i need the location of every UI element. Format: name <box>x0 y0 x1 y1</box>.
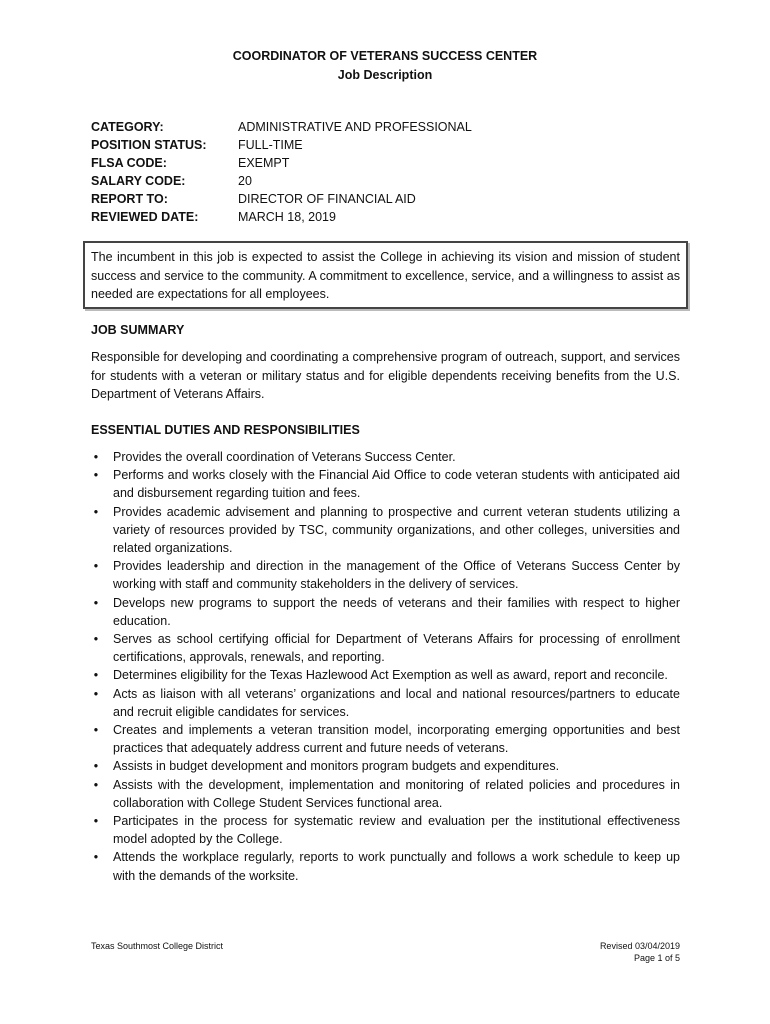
meta-value: 20 <box>238 174 252 188</box>
footer-revised: Revised 03/04/2019 <box>599 941 680 951</box>
list-item <box>91 594 680 630</box>
list-item <box>91 630 680 666</box>
footer-page-number: Page 1 of 5 <box>633 953 680 963</box>
bullet-icon: • <box>93 468 99 483</box>
meta-label: POSITION STATUS: <box>91 138 207 152</box>
duty-text: Provides leadership and direction in the management of the Office of Veterans Success Center by working with staff and community stakeholders in the delivery of services. <box>113 559 680 592</box>
meta-value: DIRECTOR OF FINANCIAL AID <box>238 192 416 206</box>
meta-label: FLSA CODE: <box>91 156 167 170</box>
duty-text: Provides academic advisement and planning to prospective and current veteran students utilizing a variety of resources provided by TSC, community organizations, and other colleges, universities and related organizations. <box>113 504 680 556</box>
meta-row-position-status <box>91 136 591 154</box>
duty-text: Determines eligibility for the Texas Hazlewood Act Exemption as well as award, report and reconcile. <box>113 668 668 683</box>
meta-value: EXEMPT <box>238 156 290 170</box>
meta-label: CATEGORY: <box>91 120 164 134</box>
duty-text: Performs and works closely with the Financial Aid Office to code veteran students with anticipated aid and disbursement regarding tuition and fees. <box>113 468 680 501</box>
bullet-icon: • <box>93 777 99 792</box>
bullet-icon: • <box>93 814 99 829</box>
mission-statement-box: The incumbent in this job is expected to assist the College in achieving its vision and mission of student success and service to the community. A commitment to excellence, service, and a willingness to assist as needed are expectations for all employees. <box>83 241 688 309</box>
bullet-icon: • <box>93 504 99 519</box>
job-summary-text: Responsible for developing and coordinating a comprehensive program of outreach, support, and services for students with a veteran or military status and for eligible dependents receiving benefits from the U.S. Department of Veterans Affairs. <box>91 350 680 401</box>
bullet-icon: • <box>93 595 99 610</box>
meta-label: REVIEWED DATE: <box>91 210 199 224</box>
list-item <box>91 503 680 558</box>
meta-row-reviewed-date <box>91 208 591 226</box>
list-item <box>91 812 680 848</box>
bullet-icon: • <box>93 632 99 647</box>
list-item <box>91 848 680 884</box>
meta-value: ADMINISTRATIVE AND PROFESSIONAL <box>238 120 472 134</box>
duty-text: Provides the overall coordination of Veterans Success Center. <box>113 450 456 464</box>
meta-label: SALARY CODE: <box>91 174 186 188</box>
list-item <box>91 721 680 757</box>
meta-label: REPORT TO: <box>91 192 168 206</box>
duty-text: Acts as liaison with all veterans’ organizations and local and national resources/partners to educate and recruit eligible candidates for services. <box>113 686 680 719</box>
bullet-icon: • <box>93 686 99 701</box>
duty-text: Creates and implements a veteran transition model, incorporating emerging opportunities and best practices that adequately address current and future needs of veterans. <box>113 723 680 756</box>
list-item <box>91 557 680 593</box>
meta-value: MARCH 18, 2019 <box>238 210 336 224</box>
document-subtitle: Job Description <box>337 68 433 82</box>
bullet-icon: • <box>93 723 99 738</box>
meta-row-flsa-code <box>91 154 591 172</box>
list-item <box>91 685 680 721</box>
job-meta-table <box>91 118 591 226</box>
bullet-icon: • <box>93 450 99 464</box>
duty-text: Attends the workplace regularly, reports to work punctually and follows a work schedule to keep up with the demands of the worksite. <box>113 850 680 883</box>
meta-row-category <box>91 118 591 136</box>
footer-info <box>600 940 680 964</box>
meta-row-report-to <box>91 190 591 208</box>
meta-value: FULL-TIME <box>238 138 303 152</box>
duty-text: Assists with the development, implementation and monitoring of related policies and procedures in collaboration with College Student Services functional area. <box>113 777 680 810</box>
list-item <box>91 757 680 775</box>
bullet-icon: • <box>93 668 99 683</box>
list-item <box>91 448 680 466</box>
bullet-icon: • <box>93 850 99 865</box>
duty-text: Participates in the process for systematic review and evaluation per the institutional effectiveness model adopted by the College. <box>113 814 680 847</box>
duty-text: Serves as school certifying official for Department of Veterans Affairs for processing of enrollment certifications, approvals, renewals, and reporting. <box>113 632 680 665</box>
duties-heading: ESSENTIAL DUTIES AND RESPONSIBILITIES <box>91 423 360 437</box>
footer-district: Texas Southmost College District <box>91 941 224 951</box>
bullet-icon: • <box>93 559 99 574</box>
document-title: COORDINATOR OF VETERANS SUCCESS CENTER <box>232 49 538 63</box>
bullet-icon: • <box>93 759 99 774</box>
list-item <box>91 466 680 502</box>
meta-row-salary-code <box>91 172 591 190</box>
list-item <box>91 666 680 684</box>
duty-text: Develops new programs to support the needs of veterans and their families with respect to higher education. <box>113 595 680 628</box>
duties-list <box>91 448 680 885</box>
job-summary-heading: JOB SUMMARY <box>91 323 185 337</box>
duty-text: Assists in budget development and monitors program budgets and expenditures. <box>113 759 560 774</box>
list-item <box>91 776 680 812</box>
